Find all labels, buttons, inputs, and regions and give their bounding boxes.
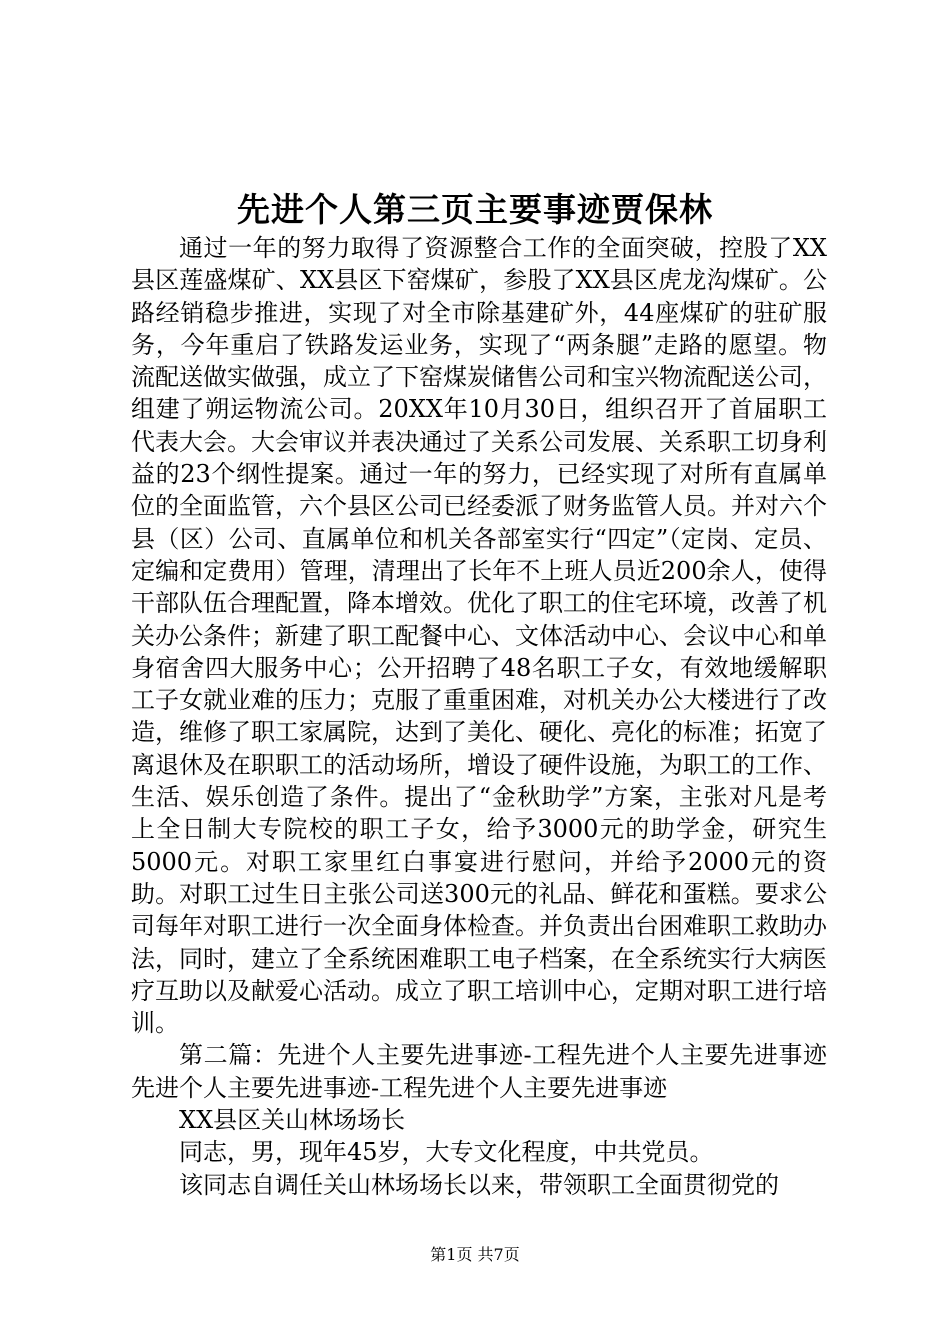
document-title: 先进个人第三页主要事迹贾保林	[237, 190, 713, 229]
paragraph-section-two-heading: 第二篇：先进个人主要先进事迹-工程先进个人主要先进事迹先进个人主要先进事迹-工程先进个人主要先进事迹	[131, 1041, 827, 1102]
paragraph-profile: 同志，男，现年45岁，大专文化程度，中共党员。	[179, 1138, 714, 1167]
document-body	[131, 232, 827, 1201]
paragraph-intro: 该同志自调任关山林场场长以来，带领职工全面贯彻党的	[179, 1170, 779, 1199]
paragraph-position: XX县区关山林场场长	[179, 1106, 406, 1135]
page-number-footer: 第1页 共7页	[430, 1245, 520, 1264]
paragraph-achievements: 通过一年的努力取得了资源整合工作的全面突破，控股了XX县区莲盛煤矿、XX县区下窑煤矿，参股了XX县区虎龙沟煤矿。公路经销稳步推进，实现了对全市除基建矿外，44座煤矿的驻矿服务，今年重启了铁路发运业务，实现了“两条腿”走路的愿望。物流配送做实做强，成立了下窑煤炭储售公司和宝兴物流配送公司，组建了朔运物流公司。20XX年10月30日，组织召开了首届职工代表大会。大会审议并表决通过了关系公司发展、关系职工切身利益的23个纲性提案。通过一年的努力，已经实现了对所有直属单位的全面监管，六个县区公司已经委派了财务监管人员。并对六个县（区）公司、直属单位和机关各部室实行“四定”（定岗、定员、定编和定费用）管理，清理出了长年不上班人员近200余人，使得干部队伍合理配置，降本增效。优化了职工的住宅环境，改善了机关办公条件；新建了职工配餐中心、文体活动中心、会议中心和单身宿舍四大服务中心；公开招聘了48名职工子女，有效地缓解职工子女就业难的压力；克服了重重困难，对机关办公大楼进行了改造，维修了职工家属院，达到了美化、硬化、亮化的标准；拓宽了离退休及在职职工的活动场所，增设了硬件设施，为职工的工作、生活、娱乐创造了条件。提出了“金秋助学”方案，主张对凡是考上全日制大专院校的职工子女，给予3000元的助学金，研究生5000元。对职工家里红白事宴进行慰问，并给予2000元的资助。对职工过生日主张公司送300元的礼品、鲜花和蛋糕。要求公司每年对职工进行一次全面身体检查。并负责出台困难职工救助办法，同时，建立了全系统困难职工电子档案，在全系统实行大病医疗互助以及献爱心活动。成立了职工培训中心，定期对职工进行培训。	[131, 234, 827, 1038]
